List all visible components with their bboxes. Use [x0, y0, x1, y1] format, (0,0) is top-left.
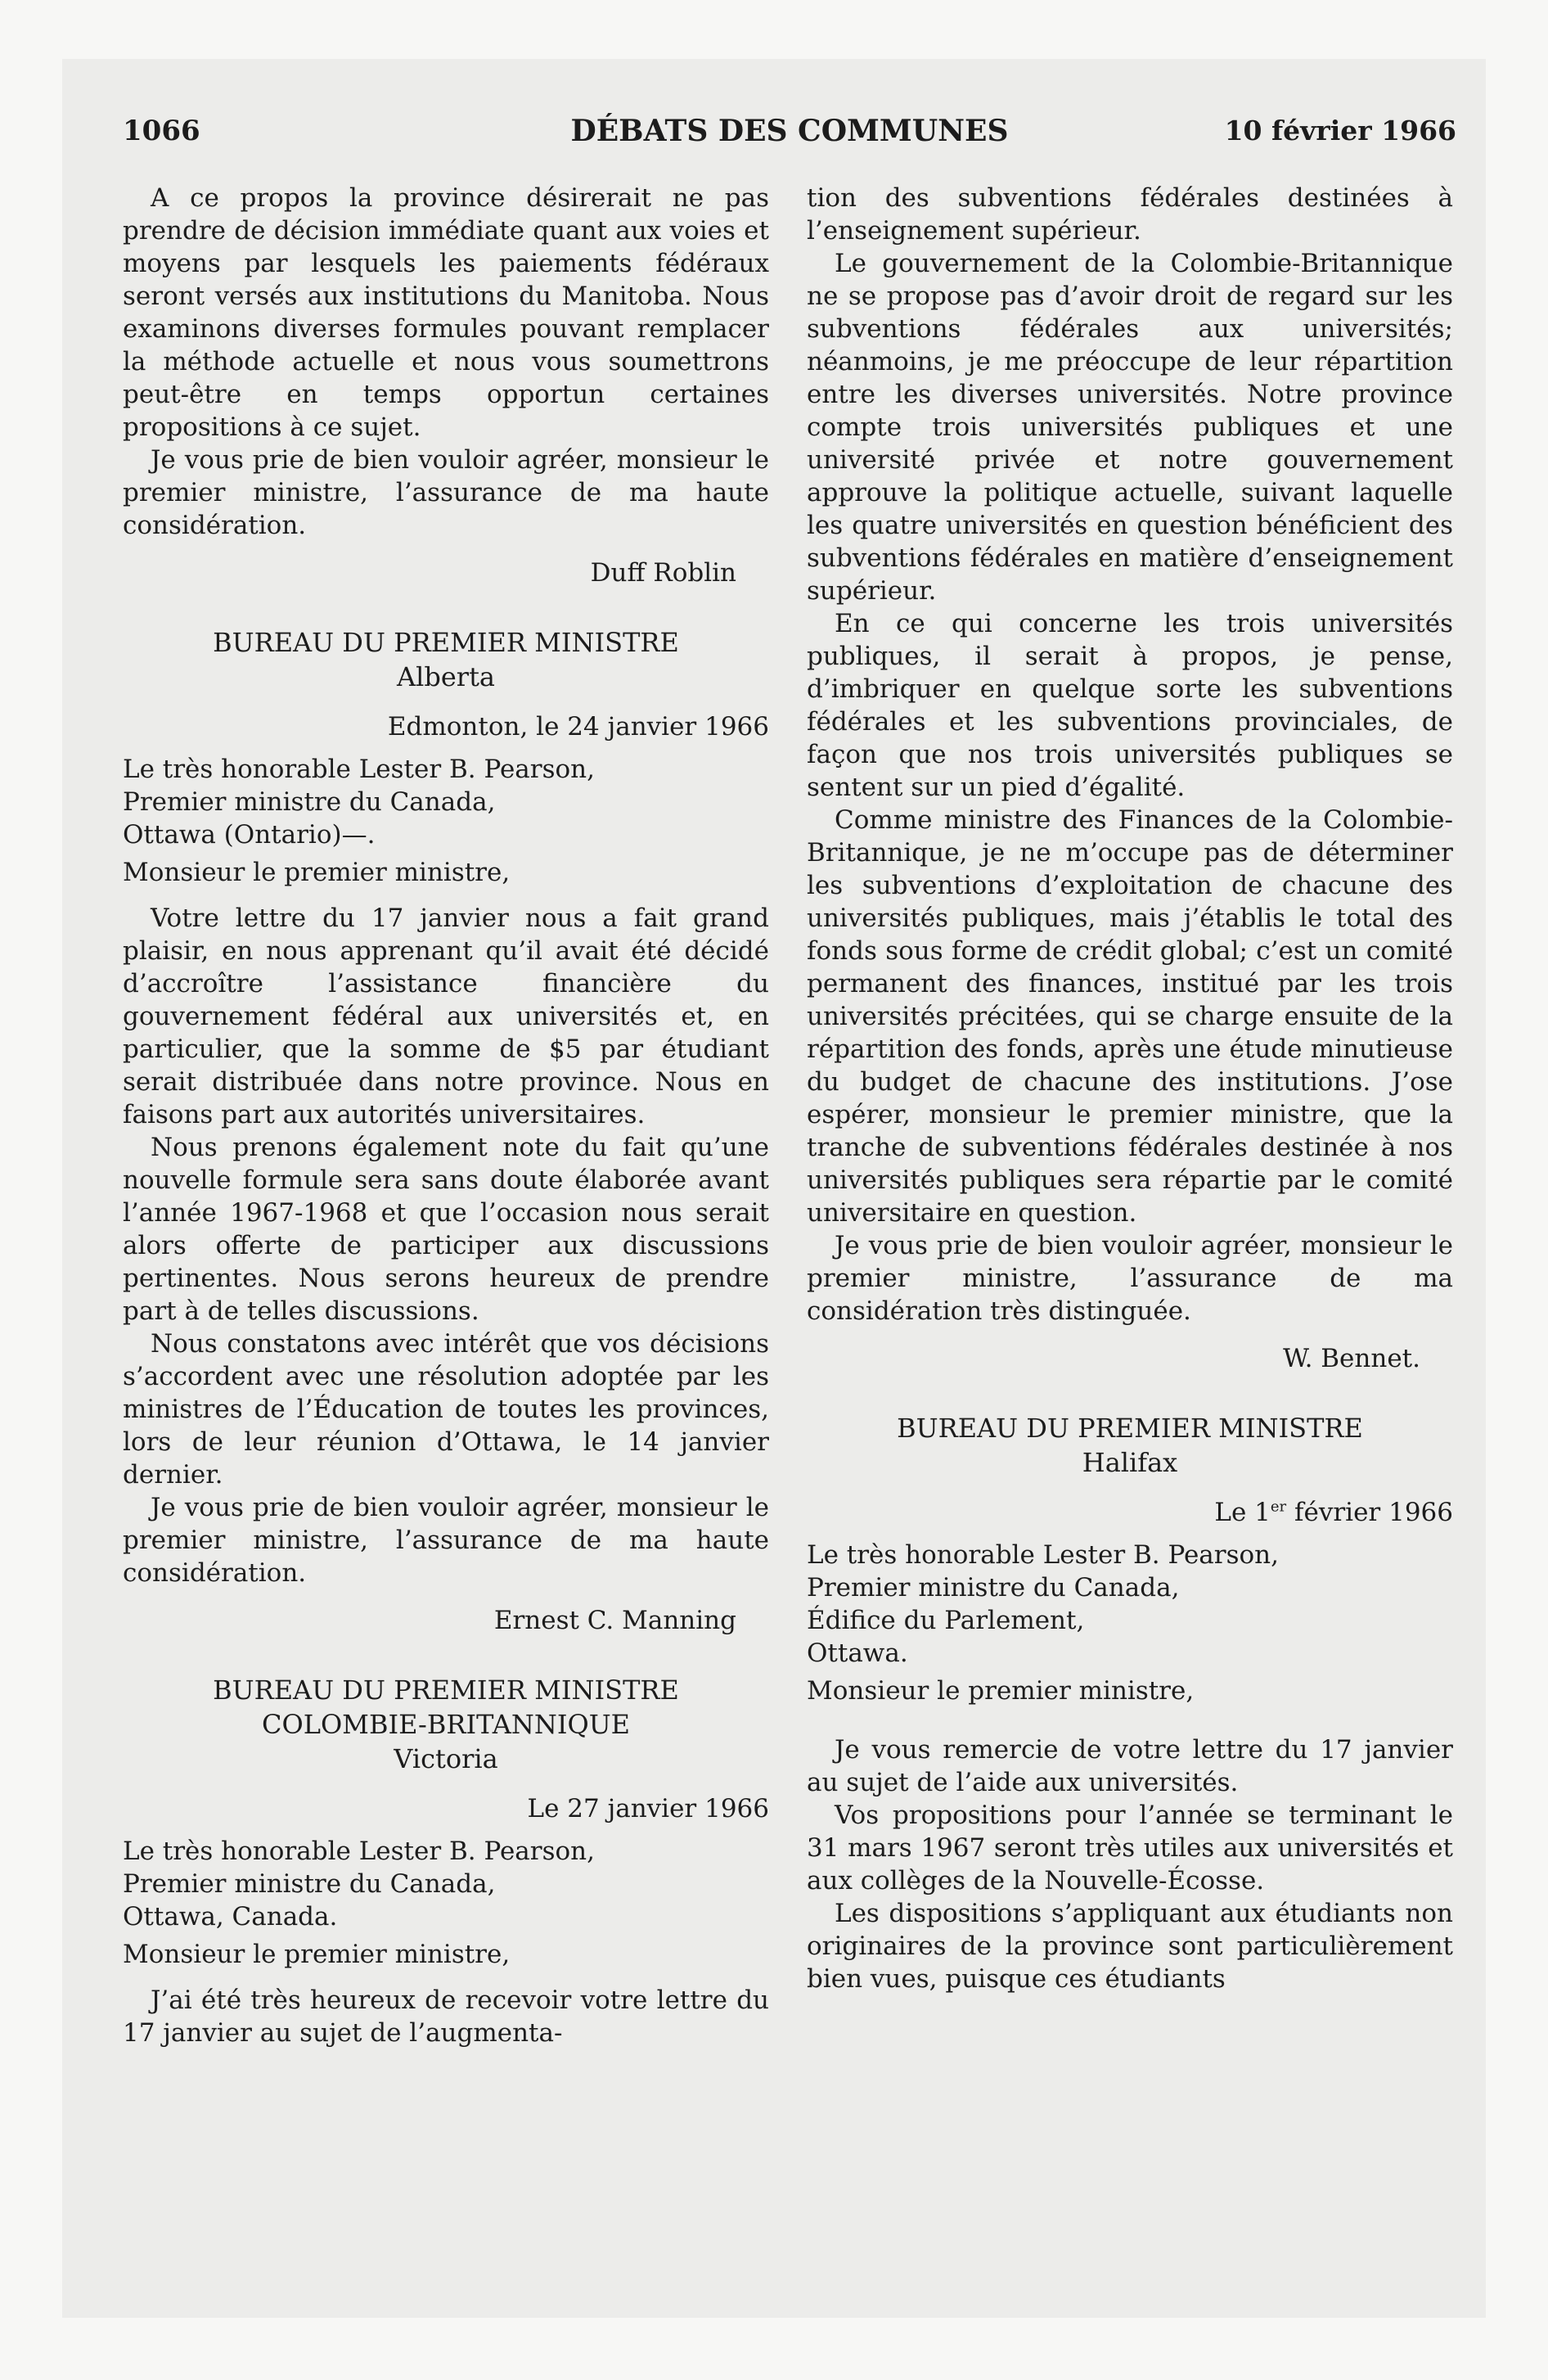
- paragraph: Vos propositions pour l’année se terminant le 31 mars 1967 seront très utiles aux universités et aux collèges de la Nouvelle-Écosse.: [807, 1801, 1453, 1895]
- signature-manning: Ernest C. Manning: [493, 1606, 736, 1635]
- address-line: Le très honorable Lester B. Pearson,: [123, 1837, 595, 1866]
- signature-roblin: Duff Roblin: [590, 558, 736, 588]
- address-line: Premier ministre du Canada,: [807, 1573, 1180, 1602]
- paragraph: Je vous prie de bien vouloir agréer, monsieur le premier ministre, l’assurance de ma considération très distinguée.: [807, 1231, 1453, 1326]
- paragraph: Je vous prie de bien vouloir agréer, monsieur le premier ministre, l’assurance de ma haute considération.: [123, 445, 769, 540]
- paragraph: A ce propos la province désirerait ne pas prendre de décision immédiate quant aux voies et moyens par lesquels les paiements fédéraux seront versés aux institutions du Manitoba. Nous examinons diverses formules pouvant remplacer la méthode actuelle et nous vous soumettrons peut-être en temps opportun certaines propositions à ce sujet.: [123, 183, 769, 442]
- paragraph: Je vous prie de bien vouloir agréer, monsieur le premier ministre, l’assurance de ma haute considération.: [123, 1493, 769, 1588]
- letter-address: [123, 1835, 769, 1933]
- letter-city: Victoria: [394, 1743, 498, 1774]
- address-line: Ottawa (Ontario)—.: [123, 820, 376, 850]
- letter-date: Le 1er février 1966: [1214, 1498, 1453, 1527]
- left-column: [123, 182, 769, 2049]
- address-line: Ottawa.: [807, 1639, 908, 1668]
- address-line: Édifice du Parlement,: [807, 1606, 1085, 1635]
- right-column: [807, 182, 1453, 1995]
- salutation: Monsieur le premier ministre,: [123, 858, 511, 887]
- address-line: Premier ministre du Canada,: [123, 1869, 496, 1899]
- salutation: Monsieur le premier ministre,: [807, 1676, 1195, 1706]
- letter-heading: BUREAU DU PREMIER MINISTRE: [897, 1413, 1363, 1444]
- letter-province: COLOMBIE-BRITANNIQUE: [261, 1709, 631, 1740]
- paragraph: Le gouvernement de la Colombie-Britannique ne se propose pas d’avoir droit de regard sur les subventions fédérales aux universités; néanmoins, je me préoccupe de leur répartition entre les diverses universités. Notre province compte trois universités publiques et une université privée et notre gouvernement approuve la politique actuelle, suivant laquelle les quatre universités en question bénéficient des subventions fédérales en matière d’enseignement supérieur.: [807, 249, 1453, 606]
- header-date: 10 février 1966: [1224, 115, 1456, 146]
- document-page: [123, 114, 1456, 2048]
- paragraph: Nous prenons également note du fait qu’une nouvelle formule sera sans doute élaborée avant l’année 1967-1968 et que l’occasion nous serait alors offerte de participer aux discussions pertinentes. Nous serons heureux de prendre part à de telles discussions.: [123, 1133, 769, 1326]
- address-line: Ottawa, Canada.: [123, 1902, 338, 1931]
- page-header: [123, 115, 1456, 164]
- letter-city: Halifax: [1082, 1447, 1178, 1478]
- letter-heading: BUREAU DU PREMIER MINISTRE: [213, 627, 679, 658]
- letter-province: Alberta: [397, 661, 495, 692]
- page-number: 1066: [123, 115, 200, 147]
- address-line: Le très honorable Lester B. Pearson,: [123, 755, 595, 784]
- paragraph: Comme ministre des Finances de la Colombie-Britannique, je ne m’occupe pas de déterminer les subventions d’exploitation de chacune des universités publiques, mais j’établis le total des fonds sous forme de crédit global; c’est un comité permanent des finances, institué par les trois universités précitées, qui se charge ensuite de la répartition des fonds, après une étude minutieuse du budget de chacune des institutions. J’ose espérer, monsieur le premier ministre, que la tranche de subventions fédérales destinée à nos universités publiques sera répartie par le comité universitaire en question.: [807, 805, 1453, 1228]
- paragraph: J’ai été très heureux de recevoir votre lettre du 17 janvier au sujet de l’augmenta-: [123, 1986, 769, 2048]
- salutation: Monsieur le premier ministre,: [123, 1940, 511, 1969]
- address-line: Premier ministre du Canada,: [123, 787, 496, 817]
- paragraph: Votre lettre du 17 janvier nous a fait grand plaisir, en nous apprenant qu’il avait été décidé d’accroître l’assistance financière du gouvernement fédéral aux universités et, en particulier, que la somme de $5 par étudiant serait distribuée dans notre province. Nous en faisons part aux autorités universitaires.: [123, 904, 769, 1129]
- letter-address: [807, 1539, 1453, 1670]
- letter-heading: BUREAU DU PREMIER MINISTRE: [213, 1675, 679, 1706]
- letter-date: Le 27 janvier 1966: [527, 1794, 769, 1823]
- paragraph: Les dispositions s’appliquant aux étudiants non originaires de la province sont particulièrement bien vues, puisque ces étudiants: [807, 1899, 1453, 1994]
- address-line: Le très honorable Lester B. Pearson,: [807, 1540, 1279, 1570]
- signature-bennet: W. Bennet.: [1283, 1344, 1420, 1373]
- letter-address: [123, 753, 769, 851]
- paragraph: Nous constatons avec intérêt que vos décisions s’accordent avec une résolution adoptée par les ministres de l’Éducation de toutes les provinces, lors de leur réunion d’Ottawa, le 14 janvier dernier.: [123, 1329, 769, 1490]
- publication-title: DÉBATS DES COMMUNES: [570, 114, 1009, 148]
- letter-place-date: Edmonton, le 24 janvier 1966: [387, 712, 769, 741]
- paragraph: tion des subventions fédérales destinées à l’enseignement supérieur.: [807, 183, 1453, 246]
- paragraph: Je vous remercie de votre lettre du 17 janvier au sujet de l’aide aux universités.: [807, 1735, 1453, 1797]
- paragraph: En ce qui concerne les trois universités publiques, il serait à propos, je pense, d’imbriquer en quelque sorte les subventions fédérales et les subventions provinciales, de façon que nos trois universités publiques se sentent sur un pied d’égalité.: [807, 609, 1453, 802]
